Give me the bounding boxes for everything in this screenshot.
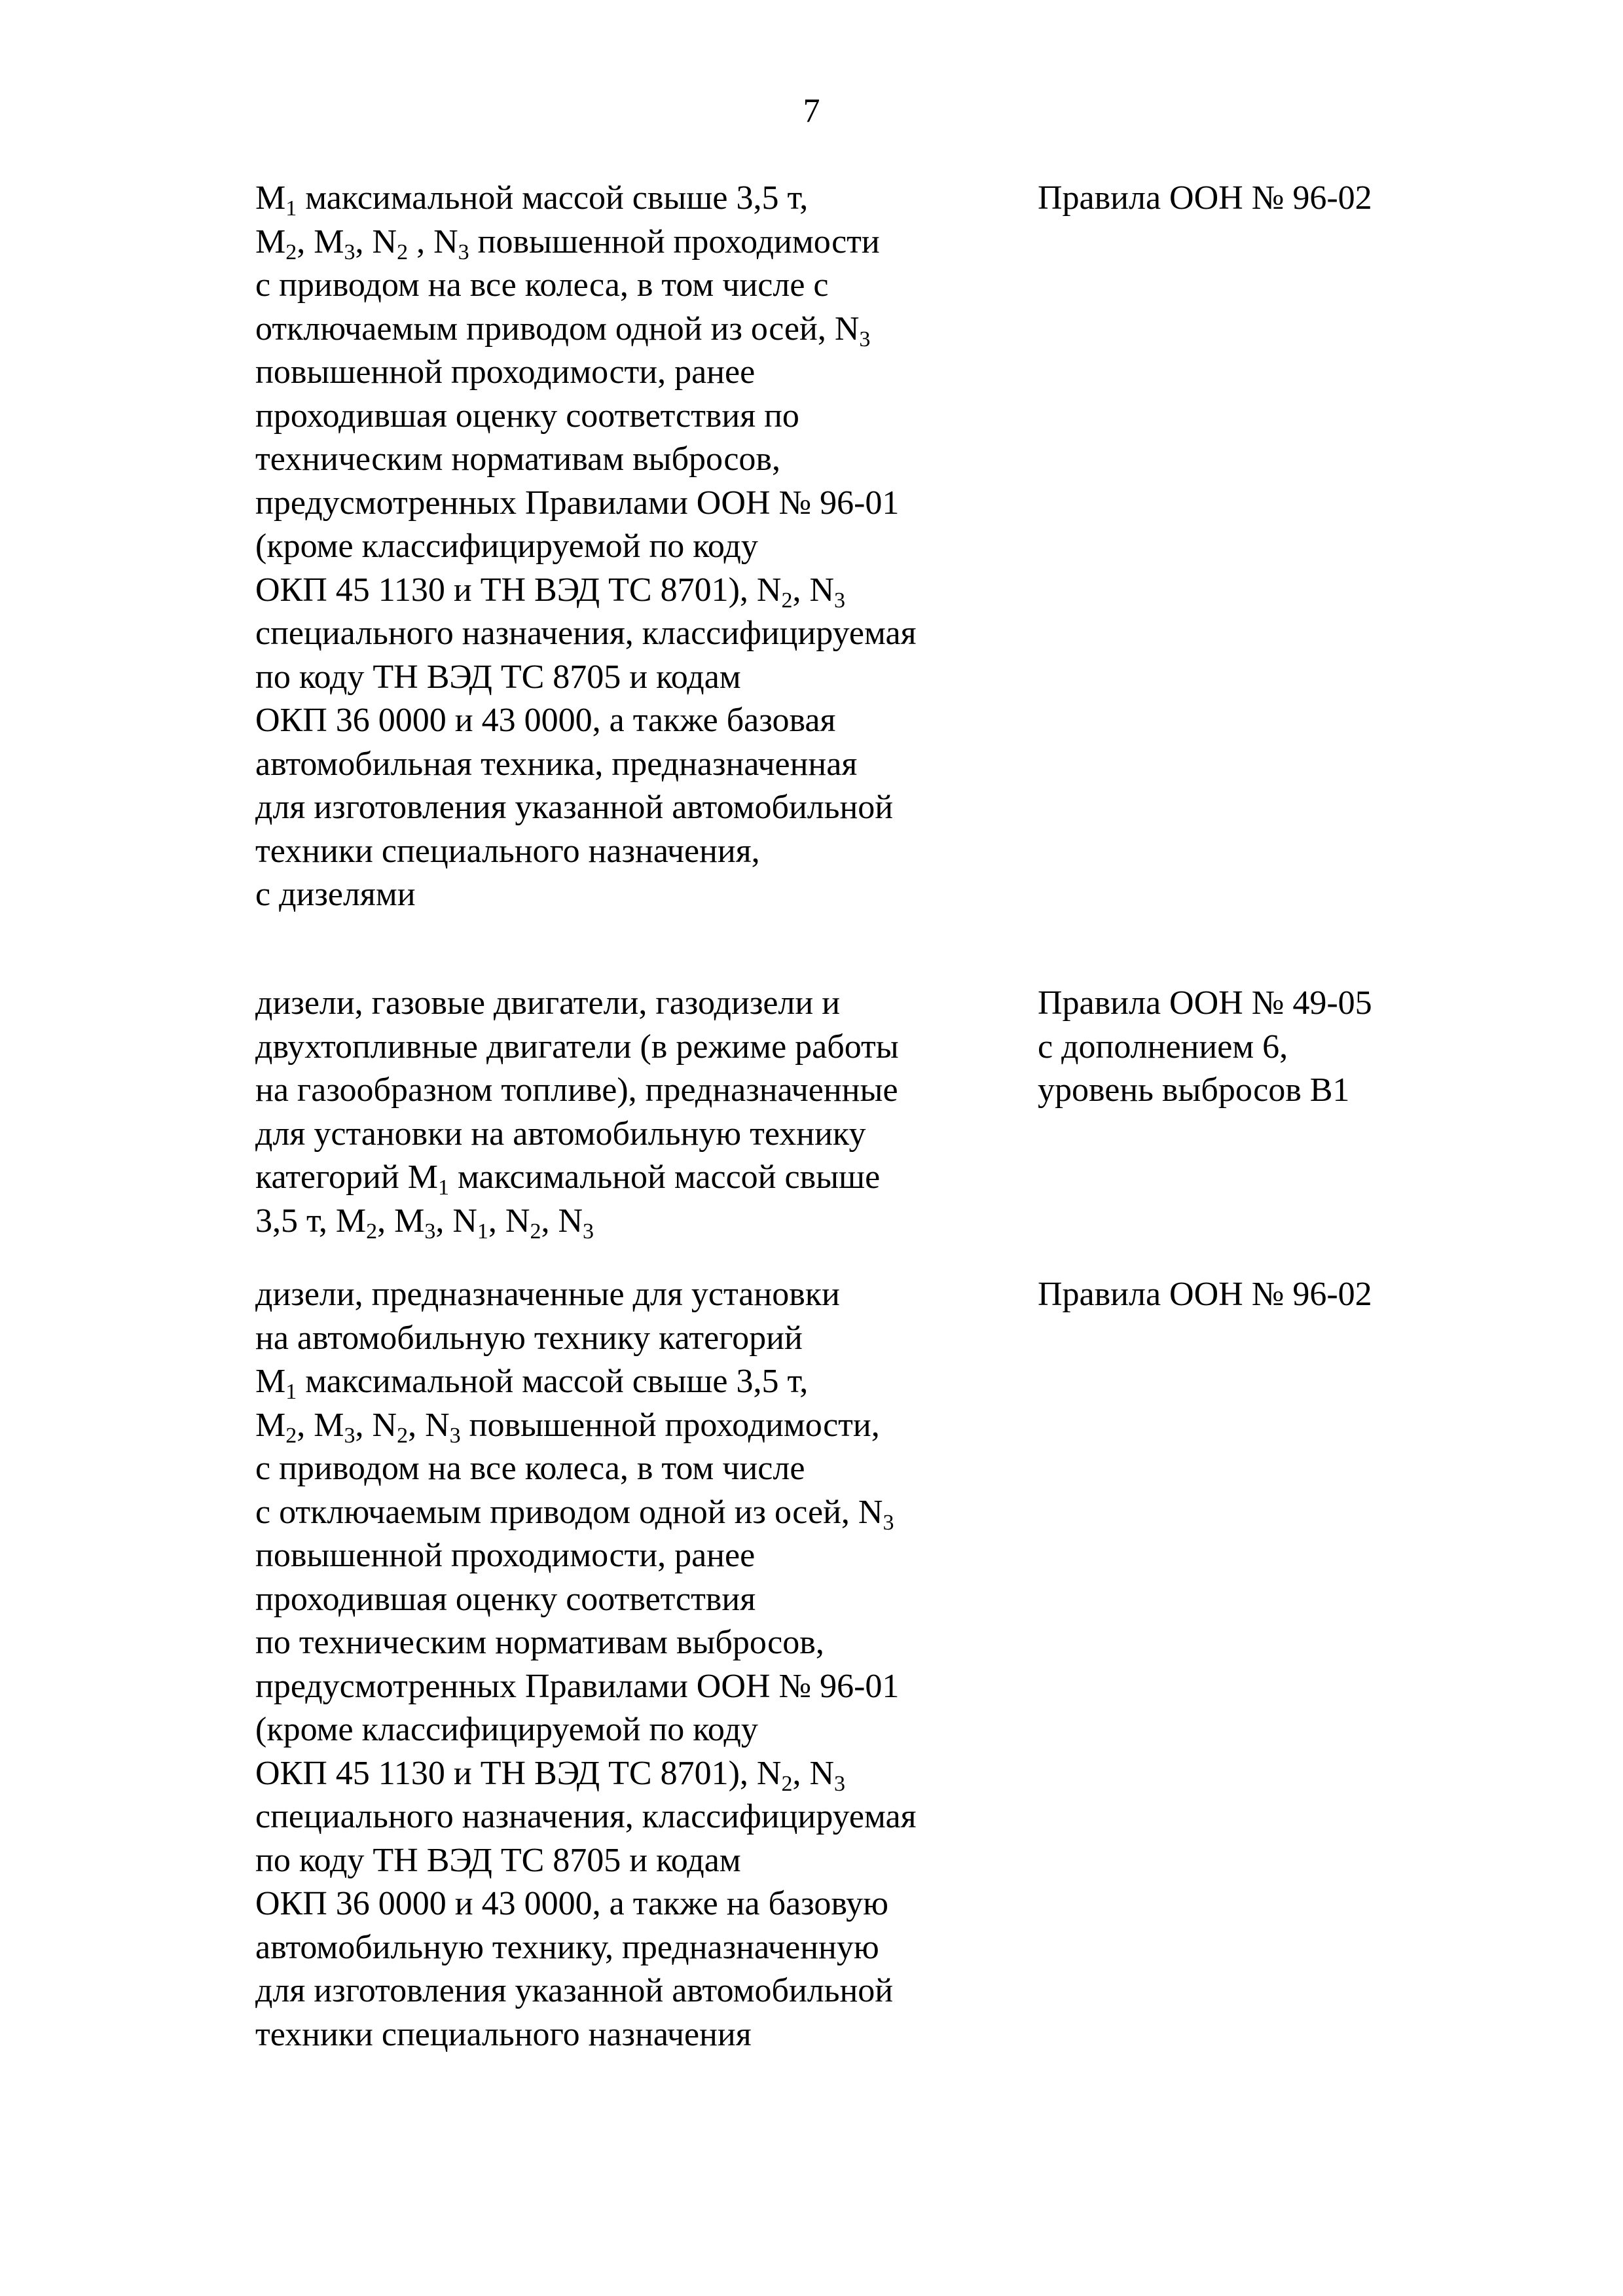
text-line: ОКП 45 1130 и ТН ВЭД ТС 8701), $N_2$, $N_3$ — [255, 571, 845, 613]
page-number: 7 — [803, 92, 820, 130]
text-line: техническим нормативам выбросов, — [255, 440, 780, 478]
text-line: повышенной проходимости, ранее — [255, 1537, 756, 1574]
text-line: для установки на автомобильную технику — [255, 1115, 866, 1153]
text-line: $M_2$, $M_3$, $N_2$, $N_3$ повышенной проходимости, — [255, 1406, 880, 1448]
text-line: с приводом на все колеса, в том числе — [255, 1450, 805, 1487]
text-line: с дополнением 6, — [1038, 1028, 1288, 1066]
text-line: (кроме классифицируемой по коду — [255, 528, 758, 565]
text-line: для изготовления указанной автомобильной — [255, 789, 894, 826]
text-line: техники специального назначения — [255, 2015, 752, 2053]
text-line: техники специального назначения, — [255, 832, 760, 870]
text-line: $M_1$ максимальной массой свыше 3,5 т, — [255, 1363, 809, 1404]
text-line: Правила ООН № 49-05 — [1038, 984, 1372, 1022]
text-line: на автомобильную технику категорий — [255, 1319, 803, 1357]
vehicle-category-description — [255, 982, 1015, 1243]
text-line: на газообразном топливе), предназначенные — [255, 1071, 898, 1109]
vehicle-category-description — [255, 1273, 1015, 2056]
text-line: предусмотренных Правилами ООН № 96-01 — [255, 1667, 900, 1705]
text-line: дизели, газовые двигатели, газодизели и — [255, 984, 841, 1022]
text-line: проходившая оценку соответствия — [255, 1580, 756, 1618]
text-line: предусмотренных Правилами ООН № 96-01 — [255, 484, 900, 522]
text-line: уровень выбросов B1 — [1038, 1071, 1350, 1109]
regulation-reference — [1038, 982, 1496, 1113]
regulation-reference — [1038, 1273, 1496, 1317]
text-line: повышенной проходимости, ранее — [255, 353, 756, 391]
text-line: по коду ТН ВЭД ТС 8705 и кодам — [255, 658, 741, 696]
text-line: дизели, предназначенные для установки — [255, 1276, 840, 1313]
text-line: по коду ТН ВЭД ТС 8705 и кодам — [255, 1841, 741, 1879]
text-line: ОКП 36 0000 и 43 0000, а также базовая — [255, 702, 836, 739]
text-line: с дизелями — [255, 876, 416, 913]
text-line: автомобильную технику, предназначенную — [255, 1928, 879, 1966]
text-line: с отключаемым приводом одной из осей, $N_3$ — [255, 1493, 894, 1535]
text-line: специального назначения, классифицируемая — [255, 615, 917, 652]
text-line: $M_2$, $M_3$, $N_2$ , $N_3$ повышенной проходимости — [255, 223, 880, 264]
text-line: для изготовления указанной автомобильной — [255, 1972, 894, 2009]
vehicle-category-description — [255, 177, 1015, 917]
text-line: $M_1$ максимальной массой свыше 3,5 т, — [255, 179, 809, 221]
text-line: 3,5 т, $M_2$, $M_3$, $N_1$, $N_2$, $N_3$ — [255, 1202, 594, 1244]
text-line: отключаемым приводом одной из осей, $N_3$ — [255, 310, 871, 351]
text-line: автомобильная техника, предназначенная — [255, 745, 858, 783]
text-line: с приводом на все колеса, в том числе с — [255, 266, 829, 304]
text-line: двухтопливные двигатели (в режиме работы — [255, 1028, 899, 1066]
text-line: ОКП 36 0000 и 43 0000, а также на базовую — [255, 1885, 889, 1922]
text-line: Правила ООН № 96-02 — [1038, 179, 1372, 217]
text-line: Правила ООН № 96-02 — [1038, 1276, 1372, 1313]
text-line: (кроме классифицируемой по коду — [255, 1711, 758, 1748]
text-line: по техническим нормативам выбросов, — [255, 1624, 824, 1661]
text-line: категорий $M_1$ максимальной массой свыше — [255, 1158, 881, 1200]
text-line: специального назначения, классифицируемая — [255, 1798, 917, 1835]
text-line: проходившая оценку соответствия по — [255, 397, 799, 435]
regulation-reference — [1038, 177, 1496, 221]
text-line: ОКП 45 1130 и ТН ВЭД ТС 8701), $N_2$, $N_3$ — [255, 1754, 845, 1796]
